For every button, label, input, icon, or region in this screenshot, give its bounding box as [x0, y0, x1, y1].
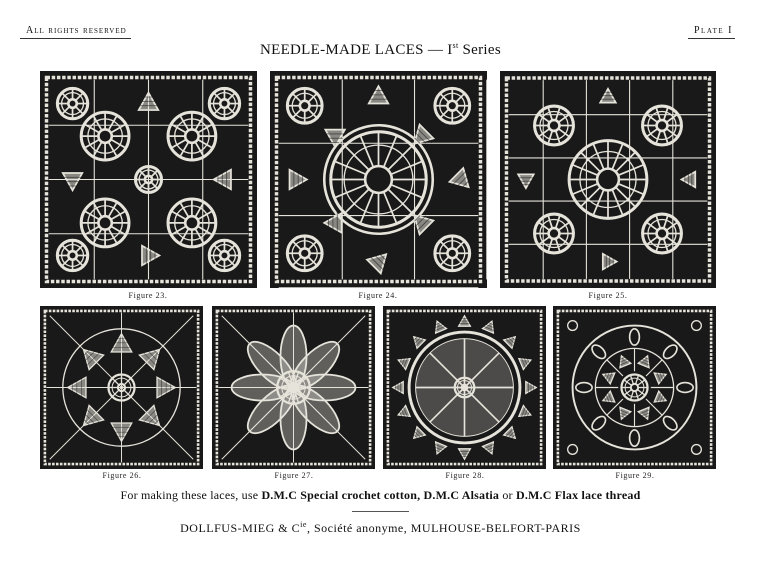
lace-pattern-23 [40, 71, 257, 288]
figure-caption-25: Figure 25. [588, 291, 628, 300]
title-ordinal: I [447, 42, 453, 58]
instructions-or: or [502, 488, 513, 502]
plate-label: Plate I [688, 25, 735, 39]
lace-figure-23 [40, 71, 257, 288]
publisher-name: DOLLFUS-MIEG & C [180, 521, 301, 535]
publisher-details: , Société anonyme, MULHOUSE-BELFORT-PARIS [306, 521, 581, 535]
figure-caption-29: Figure 29. [615, 471, 655, 480]
title-main: NEEDLE-MADE LACES — [259, 42, 444, 58]
lace-pattern-29 [553, 306, 716, 469]
lace-figure-28 [383, 306, 546, 469]
divider-rule [352, 511, 409, 512]
title-ordinal-suffix: st [452, 41, 459, 50]
lace-pattern-24 [270, 71, 487, 288]
publisher-suffix: ie [300, 520, 307, 529]
lace-figure-29 [553, 306, 716, 469]
lace-figure-25 [500, 71, 716, 288]
figure-caption-23: Figure 23. [128, 291, 168, 300]
title-series: Series [462, 42, 501, 58]
lace-pattern-27 [212, 306, 375, 469]
page-title [0, 41, 761, 59]
thread-instructions [0, 488, 761, 503]
figure-caption-27: Figure 27. [274, 471, 314, 480]
figure-caption-26: Figure 26. [102, 471, 142, 480]
lace-pattern-28 [383, 306, 546, 469]
thread-flax-lace: D.M.C Flax lace thread [515, 488, 641, 502]
thread-special-crochet-cotton: D.M.C Special crochet cotton, [261, 488, 421, 502]
lace-figure-26 [40, 306, 203, 469]
figure-caption-24: Figure 24. [358, 291, 398, 300]
lace-figure-27 [212, 306, 375, 469]
publisher-footer [0, 520, 761, 536]
lace-figure-24 [270, 71, 487, 288]
lace-pattern-26 [40, 306, 203, 469]
rights-notice: All rights reserved [20, 25, 131, 39]
instructions-prefix: For making these laces, use [120, 488, 259, 502]
thread-alsatia: D.M.C Alsatia [423, 488, 500, 502]
figure-caption-28: Figure 28. [445, 471, 485, 480]
lace-pattern-25 [500, 71, 716, 288]
